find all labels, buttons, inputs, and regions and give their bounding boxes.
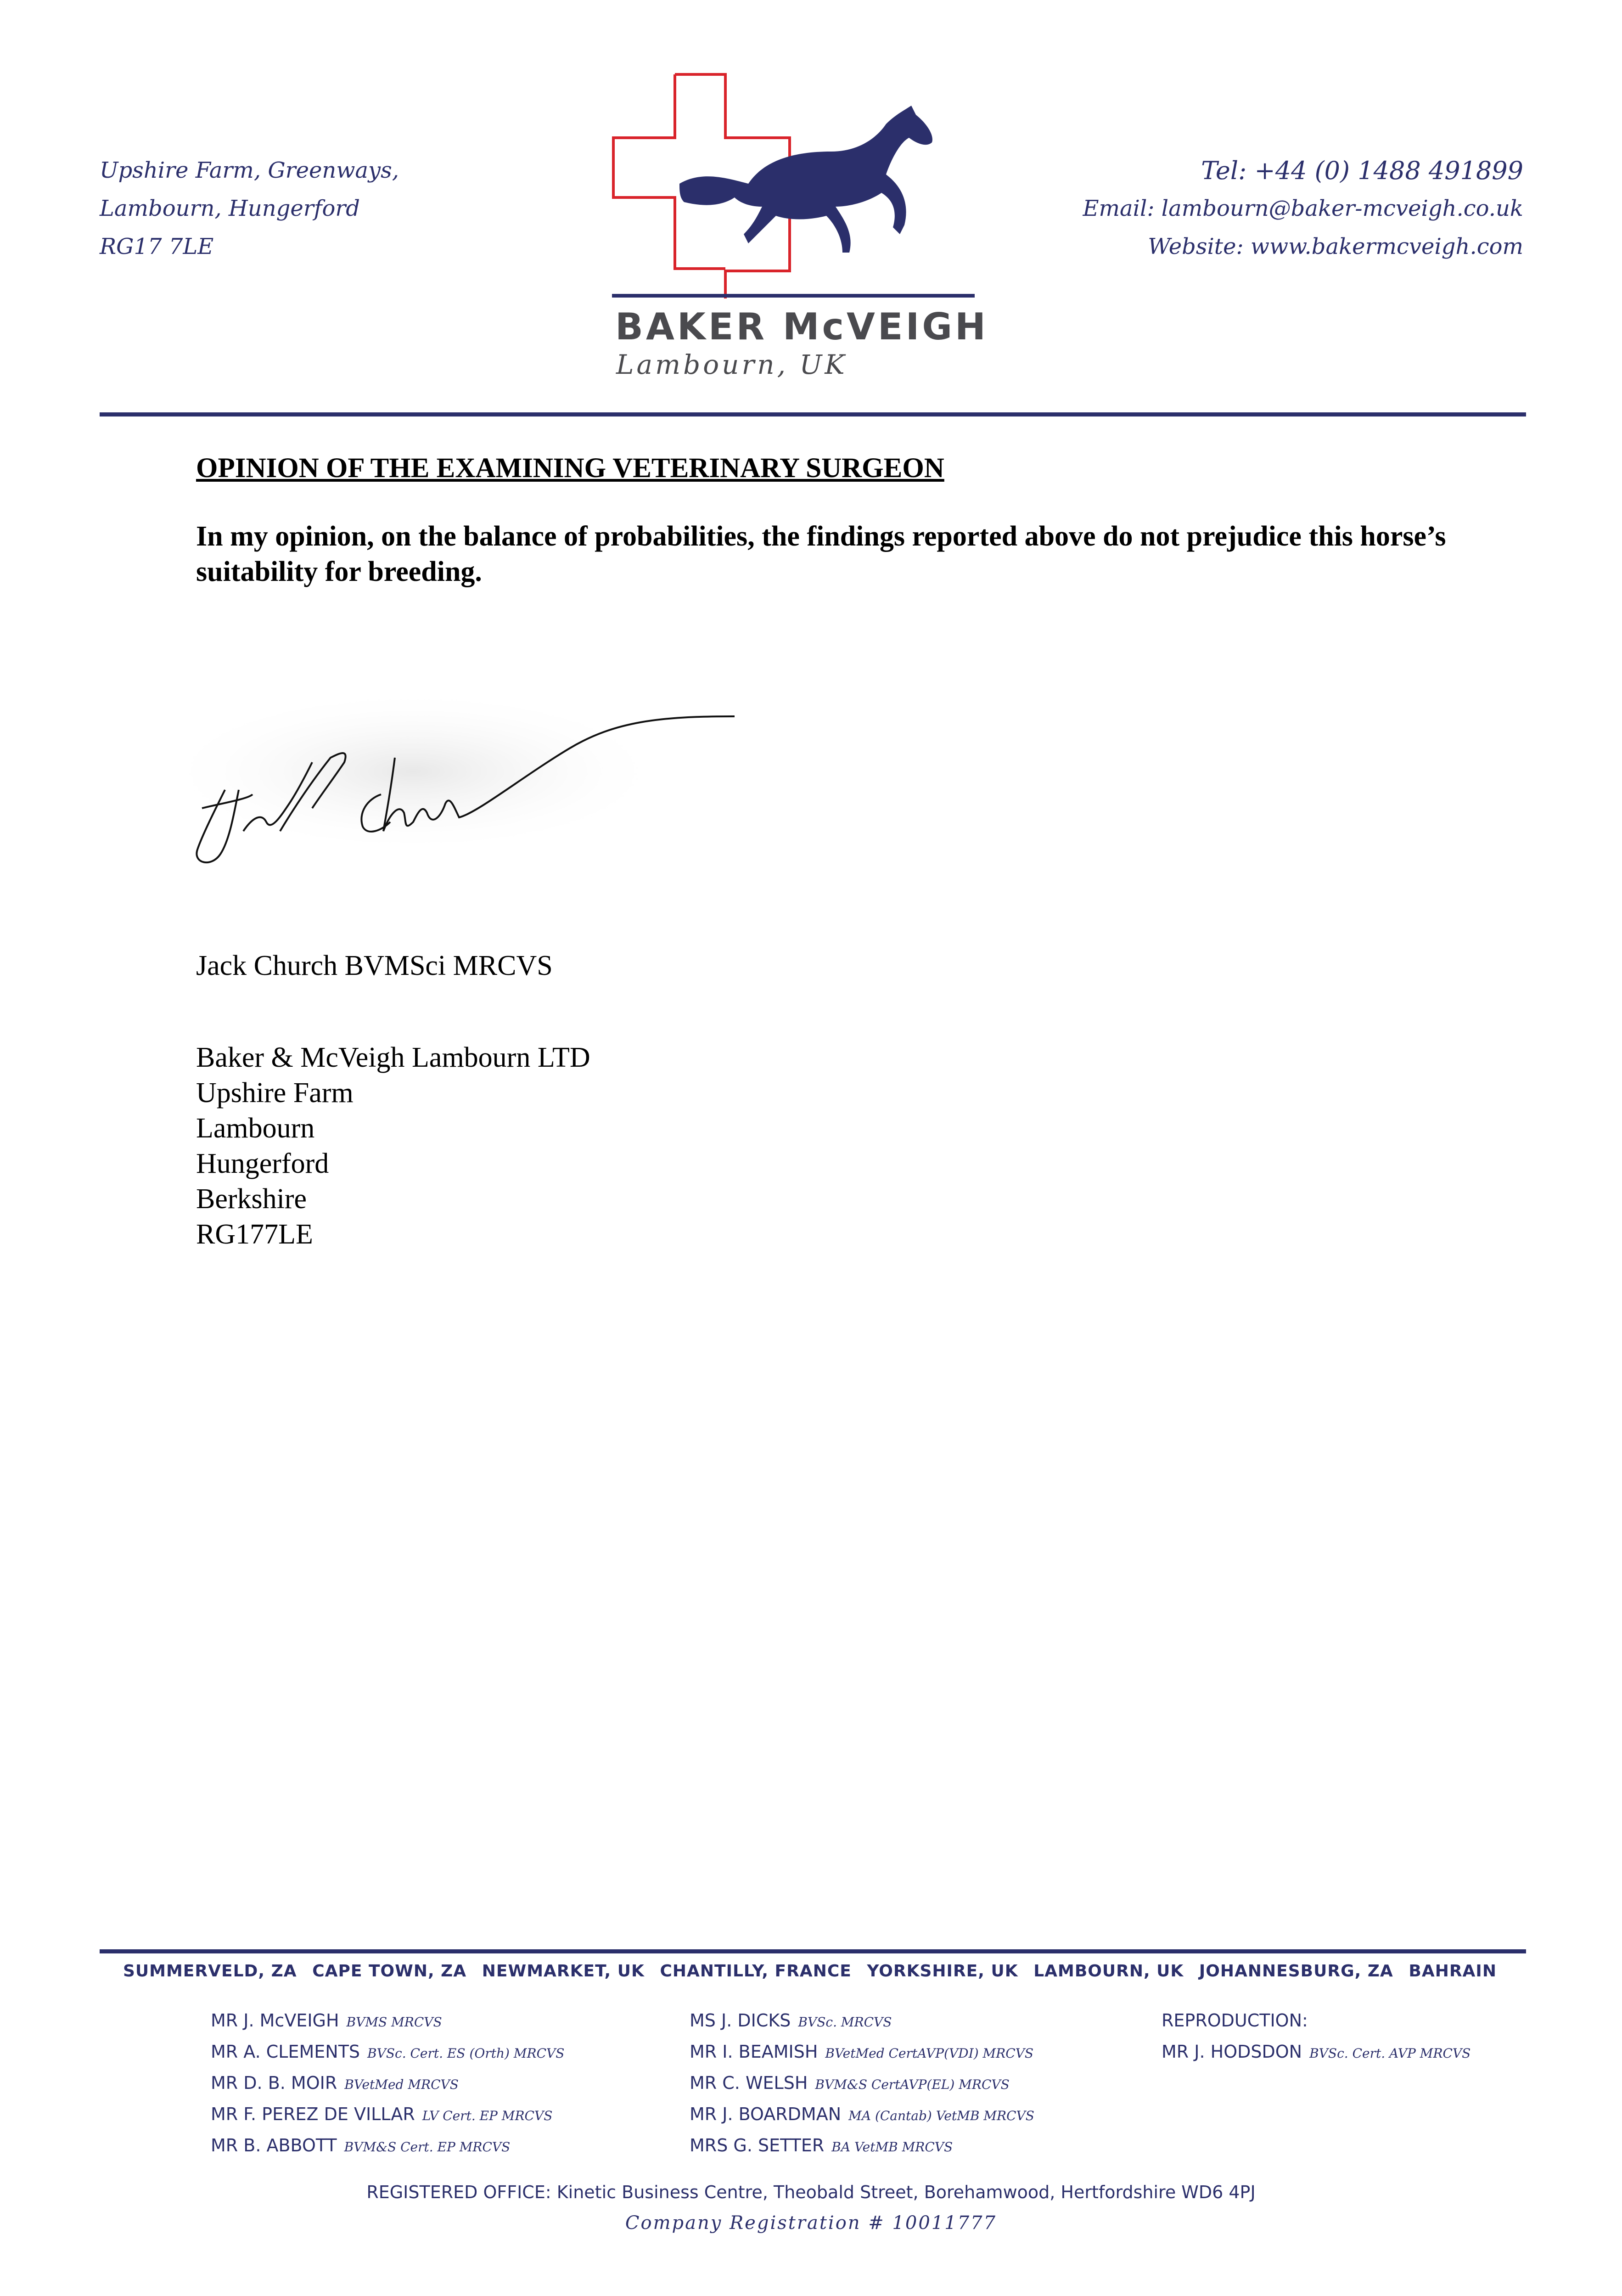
- staff-name: REPRODUCTION:: [1162, 2010, 1308, 2031]
- staff-name: MR F. PEREZ DE VILLAR: [211, 2104, 415, 2124]
- staff-column: [1162, 2010, 1470, 2073]
- location: NEWMARKET, UK: [482, 1962, 645, 1981]
- address-line: Baker & McVeigh Lambourn LTD: [196, 1042, 590, 1073]
- letterhead-contact: [1083, 152, 1523, 266]
- staff-member: [690, 2104, 1034, 2135]
- staff-member: [690, 2010, 1034, 2042]
- staff-member: [211, 2104, 564, 2135]
- opinion-statement: In my opinion, on the balance of probabilities, the findings reported above do not prejudice this horse’s suitability for breeding.: [196, 521, 1446, 587]
- staff-name: MR I. BEAMISH: [690, 2042, 818, 2062]
- signature: [174, 657, 744, 877]
- staff-qualifications: BVSc. Cert. ES (Orth) MRCVS: [367, 2046, 565, 2061]
- location: BAHRAIN: [1409, 1962, 1497, 1981]
- staff-name: MR J. HODSDON: [1162, 2042, 1302, 2062]
- staff-member: [211, 2073, 564, 2104]
- staff-name: MS J. DICKS: [690, 2010, 791, 2031]
- location: LAMBOURN, UK: [1033, 1962, 1184, 1981]
- location: SUMMERVELD, ZA: [123, 1962, 297, 1981]
- staff-qualifications: BVM&S Cert. EP MRCVS: [344, 2139, 511, 2155]
- staff-qualifications: BVSc. Cert. AVP MRCVS: [1309, 2046, 1471, 2061]
- staff-member: [211, 2042, 564, 2073]
- brand-location: Lambourn, UK: [616, 349, 847, 380]
- header-divider: [100, 412, 1526, 416]
- staff-qualifications: BVM&S CertAVP(EL) MRCVS: [815, 2077, 1010, 2092]
- address-line: Lambourn, Hungerford: [100, 196, 360, 221]
- staff-name: MRS G. SETTER: [690, 2135, 825, 2155]
- staff-column: [211, 2010, 564, 2167]
- staff-section-label: [1162, 2010, 1470, 2042]
- staff-member: [1162, 2042, 1470, 2073]
- brand-name: BAKER McVEIGH: [615, 305, 988, 348]
- staff-name: MR C. WELSH: [690, 2073, 808, 2093]
- address-line: RG17 7LE: [100, 234, 214, 259]
- staff-name: MR J. BOARDMAN: [690, 2104, 842, 2124]
- staff-qualifications: BA VetMB MRCVS: [831, 2139, 953, 2155]
- logo-cross-horse-icon: [611, 69, 978, 298]
- staff-qualifications: MA (Cantab) VetMB MRCVS: [848, 2108, 1034, 2123]
- staff-member: [211, 2135, 564, 2167]
- staff-member: [690, 2042, 1034, 2073]
- staff-name: MR J. McVEIGH: [211, 2010, 339, 2031]
- staff-qualifications: BVMS MRCVS: [346, 2015, 442, 2030]
- footer-locations: [123, 1962, 1497, 1981]
- address-line: Lambourn: [196, 1113, 315, 1144]
- staff-qualifications: LV Cert. EP MRCVS: [422, 2108, 553, 2123]
- address-line: Upshire Farm: [196, 1077, 354, 1109]
- practice-address: [196, 1040, 590, 1252]
- letterhead-address: [100, 152, 399, 266]
- staff-name: MR D. B. MOIR: [211, 2073, 337, 2093]
- address-line: RG177LE: [196, 1219, 313, 1250]
- staff-member: [690, 2135, 1034, 2167]
- staff-member: [211, 2010, 564, 2042]
- staff-qualifications: BVSc. MRCVS: [798, 2015, 892, 2030]
- address-line: Berkshire: [196, 1183, 307, 1215]
- registered-office: [0, 2182, 1622, 2202]
- telephone: Tel: +44 (0) 1488 491899: [1201, 156, 1523, 185]
- address-line: Upshire Farm, Greenways,: [100, 158, 399, 183]
- page-title: OPINION OF THE EXAMINING VETERINARY SURGEON: [196, 453, 944, 484]
- email: Email: lambourn@baker-mcveigh.co.uk: [1083, 196, 1523, 221]
- website: Website: www.bakermcveigh.com: [1148, 234, 1523, 259]
- location: CHANTILLY, FRANCE: [660, 1962, 852, 1981]
- staff-name: MR B. ABBOTT: [211, 2135, 337, 2155]
- staff-qualifications: BVetMed MRCVS: [344, 2077, 459, 2092]
- signatory-name: Jack Church BVMSci MRCVS: [196, 950, 553, 981]
- footer-divider: [100, 1949, 1526, 1953]
- location: CAPE TOWN, ZA: [312, 1962, 467, 1981]
- staff-column: [690, 2010, 1034, 2167]
- address-line: Hungerford: [196, 1148, 329, 1179]
- company-registration: Company Registration # 10011777: [625, 2212, 997, 2234]
- registered-office-label: REGISTERED OFFICE:: [366, 2182, 551, 2202]
- staff-member: [690, 2073, 1034, 2104]
- staff-qualifications: BVetMed CertAVP(VDI) MRCVS: [825, 2046, 1034, 2061]
- staff-name: MR A. CLEMENTS: [211, 2042, 360, 2062]
- location: JOHANNESBURG, ZA: [1199, 1962, 1393, 1981]
- registered-office-address: Kinetic Business Centre, Theobald Street, Borehamwood, Hertfordshire WD6 4PJ: [556, 2182, 1256, 2202]
- location: YORKSHIRE, UK: [867, 1962, 1018, 1981]
